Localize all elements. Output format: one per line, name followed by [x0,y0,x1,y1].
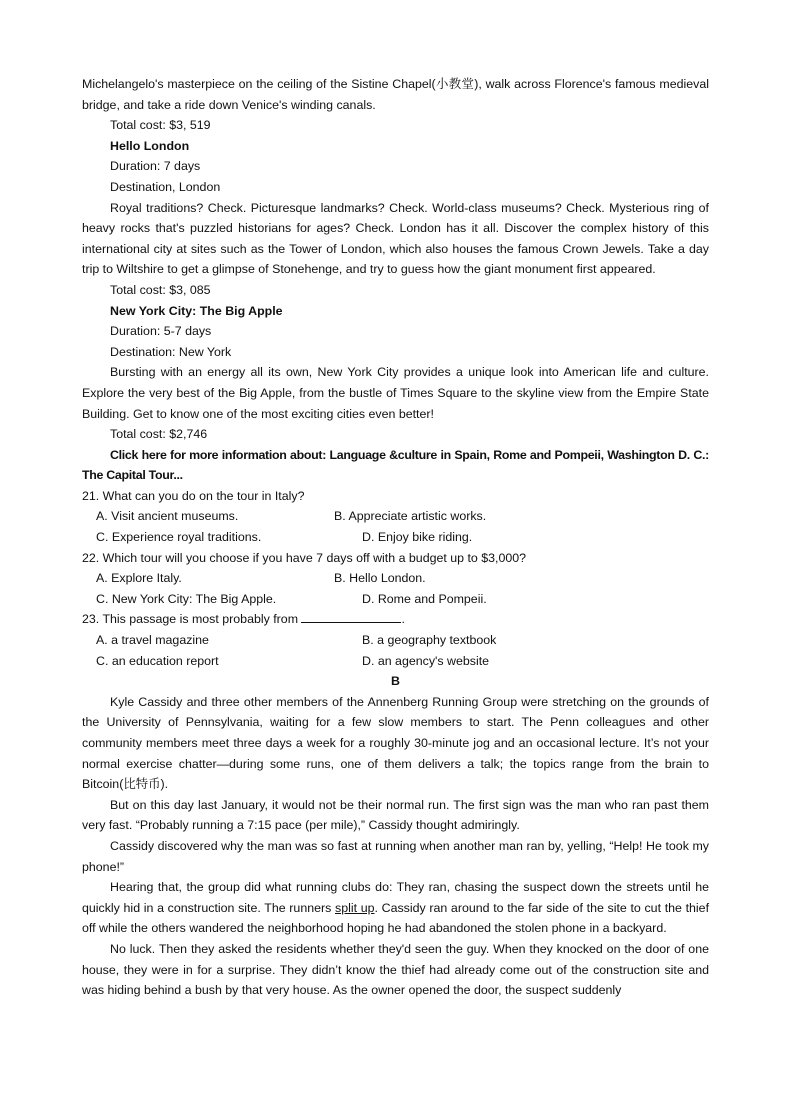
passage-b-paragraph-1: Kyle Cassidy and three other members of the Annenberg Running Group were stretching on the grounds of the University of Pennsylvania, waiting for a few slow members to start. The Penn colleagues and other community members meet three days a week for a roughly 30-minute jog and an occasional lecture. It’s not your normal exercise chatter—during some runs, one of them delivers a talk; the topics range from the brain to Bitcoin(比特币). [82,694,709,792]
question-22-stem: 22. Which tour will you choose if you have 7 days off with a budget up to $3,000? [82,550,527,565]
london-destination: Destination, London [110,179,221,194]
question-22-options-row1 [82,568,709,589]
document-page [82,74,709,1001]
q23-answer-blank [301,610,401,623]
p4-text-start: Hearing that, the group did what running clubs do: They ran, chasing the suspect down the streets until he quickly hid in a construction site. The runners [82,880,709,915]
q22-option-a: A. Explore Italy. [96,571,182,586]
question-21-stem: 21. What can you do on the tour in Italy? [82,488,305,503]
passage-b-paragraph-5: No luck. Then they asked the residents whether they'd seen the guy. When they knocked on the door of one house, they were in for a surprise. They didn’t know the thief had already come out of the construction site and was hiding behind a bush by that very house. As the owner opened the door, the suspect suddenly [82,941,709,998]
nyc-cost: Total cost: $2,746 [110,427,208,442]
passage-b-paragraph-2: But on this day last January, it would not be their normal run. The first sign was the man who ran past them very fast. “Probably running a 7:15 pace (per mile),” Cassidy thought admiringly. [82,797,709,833]
q23-stem-text: 23. This passage is most probably from [82,612,299,627]
london-description: Royal traditions? Check. Picturesque landmarks? Check. World-class museums? Check. Mysterious ring of heavy rocks that's puzzled historians for ages? Check. London has it all. Discover the complex history of this international city at sites such as the Tower of London, which also houses the famous Crown Jewels. Take a day trip to Wiltshire to get a glimpse of Stonehenge, and try to guess how the giant monument first appeared. [82,200,709,277]
london-duration: Duration: 7 days [110,159,201,174]
london-title: Hello London [110,138,190,153]
q23-option-a: A. a travel magazine [96,633,209,648]
nyc-title: New York City: The Big Apple [110,303,283,318]
q23-option-b: B. a geography textbook [362,633,497,648]
nyc-destination: Destination: New York [110,344,232,359]
section-b-label: B [391,674,400,689]
question-23-stem [82,609,709,630]
q22-option-c: C. New York City: The Big Apple. [96,591,277,606]
italy-cost: Total cost: $3, 519 [110,118,211,133]
q23-stem-end: . [401,612,405,627]
passage-b-paragraph-3: Cassidy discovered why the man was so fast at running when another man ran by, yelling, “Help! He took my phone!” [82,838,709,874]
nyc-duration: Duration: 5-7 days [110,324,212,339]
q21-option-a: A. Visit ancient museums. [96,509,239,524]
q21-option-c: C. Experience royal traditions. [96,530,262,545]
q22-option-b: B. Hello London. [334,571,426,586]
split-up-underlined: split up [335,900,375,915]
p4-text-end: . Cassidy ran around to the far side of the site to cut the thief off while the others wandered the neighborhood hoping he had abandoned the stolen phone in a backyard. [82,900,710,936]
passage-b-paragraph-4 [82,877,709,939]
nyc-description: Bursting with an energy all its own, New York City provides a unique look into American life and culture. Explore the very best of the Big Apple, from the bustle of Times Square to the skyline view from the Empire State Building. Get to know one of the most exciting cities even better! [82,365,709,421]
question-21-options-row1 [82,506,709,527]
q21-option-d: D. Enjoy bike riding. [362,530,473,545]
q21-option-b: B. Appreciate artistic works. [334,509,487,524]
london-cost: Total cost: $3, 085 [110,282,211,297]
question-22-options-row2 [82,589,709,610]
italy-description: Michelangelo's masterpiece on the ceiling of the Sistine Chapel(小教堂), walk across Florence's famous medieval bridge, and take a ride down Venice's winding canals. [82,77,709,112]
q23-option-d: D. an agency's website [362,653,490,668]
question-23-options-row2 [82,651,709,672]
question-21-options-row2 [82,527,709,548]
q22-option-d: D. Rome and Pompeii. [362,591,487,606]
more-info-link[interactable]: Click here for more information about: Language &culture in Spain, Rome and Pompeii, Washington D. C.: The Capital Tour... [82,447,709,483]
question-23-options-row1 [82,630,709,651]
q23-option-c: C. an education report [96,653,219,668]
